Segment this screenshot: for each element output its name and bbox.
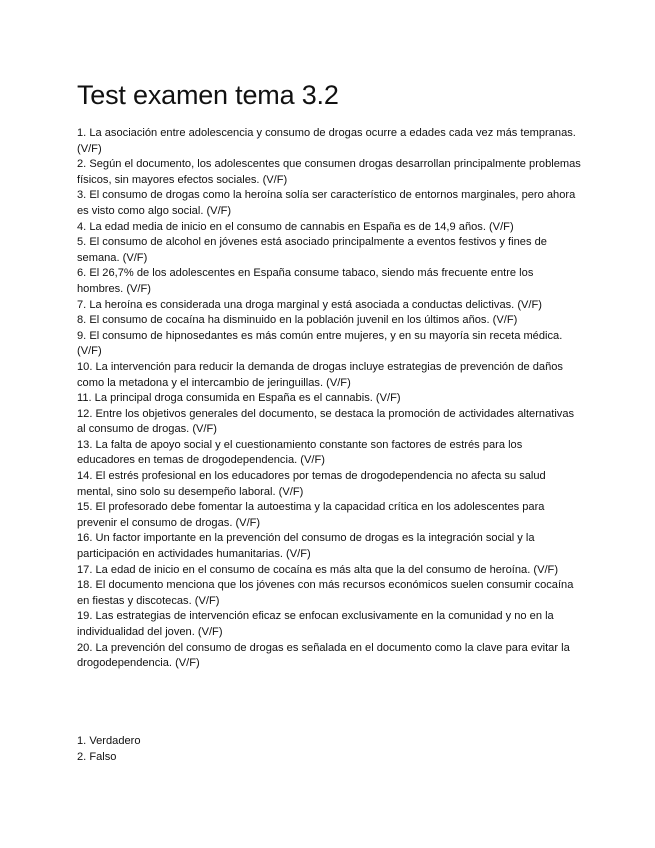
question-item: 5. El consumo de alcohol en jóvenes está asociado principalmente a eventos festivos y fines de semana. (V/F) <box>77 236 547 264</box>
question-item: 16. Un factor importante en la prevención del consumo de drogas es la integración social y la participación en actividades humanitarias. (V/F) <box>77 532 535 561</box>
question-item: 2. Según el documento, los adolescentes que consumen drogas desarrollan principalmente problemas físicos, sin mayores efectos sociales. (V/F) <box>77 158 581 186</box>
question-item: 17. La edad de inicio en el consumo de cocaína es más alta que la del consumo de heroína. (V/F) <box>77 563 559 576</box>
question-item: 15. El profesorado debe fomentar la autoestima y la capacidad crítica en los adolescentes para prevenir el consumo de drogas. (V/F) <box>77 501 545 529</box>
page-title: Test examen tema 3.2 <box>77 80 339 110</box>
question-item: 18. El documento menciona que los jóvenes con más recursos económicos suelen consumir cocaína en fiestas y discotecas. (V/F) <box>77 579 574 607</box>
answer-list <box>77 734 582 765</box>
question-item: 8. El consumo de cocaína ha disminuido en la población juvenil en los últimos años. (V/F) <box>77 314 518 327</box>
answer-item: 2. Falso <box>77 750 117 763</box>
answer-item: 1. Verdadero <box>77 735 141 747</box>
question-item: 3. El consumo de drogas como la heroína solía ser característico de entornos marginales, pero ahora es visto como algo social. (V/F) <box>77 189 576 217</box>
question-item: 20. La prevención del consumo de drogas es señalada en el documento como la clave para evitar la drogodependencia. (V/F) <box>77 641 570 670</box>
question-item: 14. El estrés profesional en los educadores por temas de drogodependencia no afecta su salud mental, sino solo su desempeño laboral. (V/F) <box>77 470 546 498</box>
question-item: 7. La heroína es considerada una droga marginal y está asociada a conductas delictivas. (V/F) <box>77 298 542 311</box>
question-item: 11. La principal droga consumida en España es el cannabis. (V/F) <box>77 392 401 405</box>
question-item: 4. La edad media de inicio en el consumo de cannabis en España es de 14,9 años. (V/F) <box>77 220 514 233</box>
question-item: 1. La asociación entre adolescencia y consumo de drogas ocurre a edades cada vez más tempranas. (V/F) <box>77 127 576 155</box>
question-item: 19. Las estrategias de intervención eficaz se enfocan exclusivamente en la comunidad y no en la individualidad del joven. (V/F) <box>77 610 554 638</box>
question-item: 9. El consumo de hipnosedantes es más común entre mujeres, y en su mayoría sin receta médica. (V/F) <box>77 329 563 358</box>
question-item: 12. Entre los objetivos generales del documento, se destaca la promoción de actividades alternativas al consumo de drogas. (V/F) <box>77 407 575 436</box>
question-list <box>77 126 582 672</box>
question-item: 6. El 26,7% de los adolescentes en España consume tabaco, siendo más frecuente entre los hombres. (V/F) <box>77 267 534 295</box>
question-item: 13. La falta de apoyo social y el cuestionamiento constante son factores de estrés para los educadores en temas de drogodependencia. (V/F) <box>77 438 523 467</box>
question-item: 10. La intervención para reducir la demanda de drogas incluye estrategias de prevención de daños como la metadona y el intercambio de jeringuillas. (V/F) <box>77 360 563 389</box>
